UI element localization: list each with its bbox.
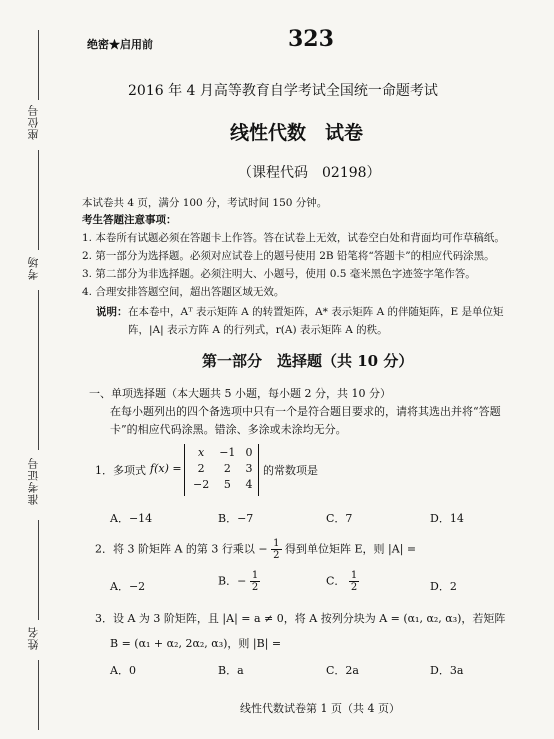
q3-line-1: 3．设 A 为 3 阶矩阵，且 |A| = a ≠ 0，将 A 按列分块为 A = (α₁, α₂, α₃)，若矩阵 [95,612,506,625]
margin-rule-3 [38,290,39,450]
page-footer: 线性代数试卷第 1 页（共 4 页） [240,702,400,715]
q2-stem [95,538,416,561]
q2-fraction [271,538,281,561]
margin-rule-top [38,30,39,100]
q1-option-b: B．−7 [218,512,254,525]
explanation-line-2: 阵，|A| 表示方阵 A 的行列式，r(A) 表示矩阵 A 的秩。 [128,324,388,336]
q1-option-c: C．7 [326,512,353,525]
paper-info: 本试卷共 4 页，满分 100 分，考试时间 150 分钟。 [82,197,328,209]
margin-rule-4 [38,520,39,620]
note-4: 4. 合理安排答题空间，超出答题区域无效。 [82,286,285,298]
q2-frac-num: 1 [273,538,280,549]
q2-option-d: D．2 [430,580,457,593]
det-cell: −1 [219,445,236,459]
name-label: 姓名 [27,626,40,650]
det-cell: 4 [245,477,253,491]
q1-function: f(x) = [150,462,182,475]
det-row [188,444,257,460]
explanation-label: 说明： [96,306,128,318]
explanation-line-1: 在本卷中，Aᵀ 表示矩阵 A 的转置矩阵，A* 表示矩阵 A 的伴随矩阵，E 是单位矩 [128,306,504,318]
q2-option-a: A．−2 [110,580,146,593]
q3-option-d: D．3a [430,664,464,677]
q2-text-a: 2．将 3 阶矩阵 A 的第 3 行乘以 − [95,542,268,556]
q1-det-bar-left [184,444,185,496]
seat-number-label: 座位号 [27,104,40,140]
subject-title: 线性代数 试卷 [230,122,364,144]
det-cell: −2 [193,477,210,491]
secret-label: 绝密★启用前 [87,38,153,51]
note-1: 1. 本卷所有试题必须在答题卡上作答。答在试卷上无效，试卷空白处和背面均可作草稿纸。 [82,232,505,244]
q3-option-c: C．2a [326,664,359,677]
q2-option-c-num: 1 [350,570,358,581]
q1-prefix: 1．多项式 [95,464,146,477]
q1-suffix: 的常数项是 [263,464,318,477]
exam-title: 2016 年 4 月高等教育自学考试全国统一命题考试 [128,83,438,99]
q1-det-bar-right [258,444,259,496]
q2-text-b: 得到单位矩阵 E，则 |A| = [285,542,417,556]
q3-option-b: B．a [218,664,244,677]
section-desc-2: 卡”的相应代码涂黑。错涂、多涂或未涂均无分。 [110,423,347,436]
q3-line-2: B = (α₁ + α₂, 2α₂, α₃)，则 |B| = [110,637,282,650]
part1-title: 第一部分 选择题（共 10 分） [202,352,414,370]
det-row [188,476,257,492]
margin-rule-2 [38,150,39,250]
q2-option-b-prefix: B．− [218,574,247,588]
det-cell: 2 [223,461,231,475]
det-cell: x [198,445,205,459]
exam-room-label: 考场 [27,256,40,280]
margin-rule-bottom [38,660,39,730]
q2-option-c-prefix: C． [326,574,346,588]
q1-determinant [188,444,257,492]
q2-option-b [218,570,260,593]
q2-frac-den: 2 [273,550,280,561]
q2-option-b-fraction [250,570,260,593]
det-cell: 0 [245,445,253,459]
section-title: 一、单项选择题（本大题共 5 小题，每小题 2 分，共 10 分） [89,387,391,400]
det-cell: 2 [197,461,205,475]
course-code: （课程代码 02198） [238,165,381,181]
q3-option-a: A．0 [110,664,136,677]
notes-title: 考生答题注意事项： [82,214,177,226]
det-cell: 5 [223,477,231,491]
q2-option-b-den: 2 [251,582,259,593]
section-desc-1: 在每小题列出的四个备选项中只有一个是符合题目要求的，请将其选出并将“答题 [110,405,501,418]
admission-number-label: 准考证号 [27,457,40,505]
q2-option-b-num: 1 [251,570,259,581]
q2-option-c [326,570,359,593]
q1-option-d: D．14 [430,512,464,525]
note-2: 2. 第一部分为选择题。必须对应试卷上的题号使用 2B 铅笔将“答题卡”的相应代码涂黑。 [82,250,495,262]
note-3: 3. 第二部分为非选择题。必须注明大、小题号，使用 0.5 毫米黑色字迹签字笔作答。 [82,268,476,280]
q1-option-a: A．−14 [110,512,153,525]
det-cell: 3 [245,461,253,475]
det-row [188,460,257,476]
q2-option-c-den: 2 [350,582,358,593]
paper-code-number: 323 [288,26,334,52]
q2-option-c-fraction [349,570,359,593]
